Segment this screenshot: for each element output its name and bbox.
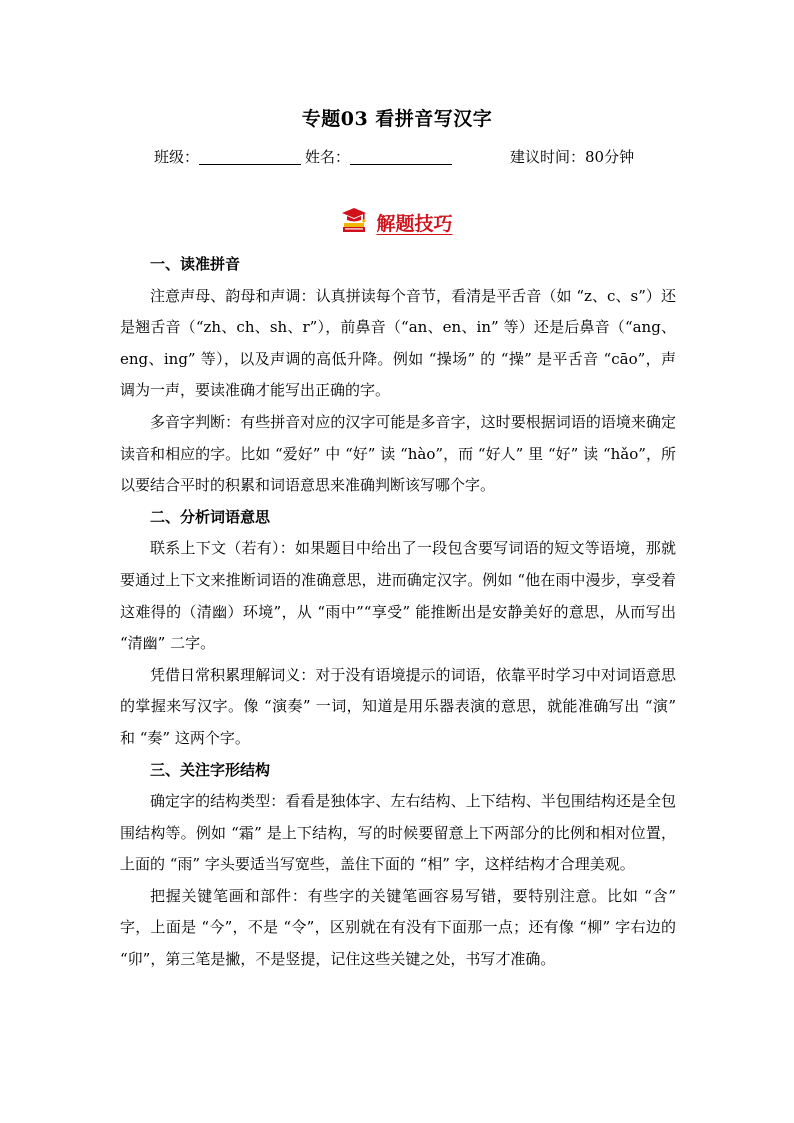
section-heading	[0, 206, 794, 240]
paragraph: 联系上下文（若有）：如果题目中给出了一段包含要写词语的短文等语境，那就要通过上下文来推断词语的准确意思，进而确定汉字。例如 “他在雨中漫步，享受着这难得的（清幽）环境”，从 “雨中”“享受” 能推断出是安静美好的意思，从而写出 “清幽” 二字。	[120, 539, 676, 653]
heading-word-meaning: 二、分析词语意思	[150, 507, 271, 526]
class-label: 班级：	[154, 148, 200, 166]
class-blank[interactable]	[199, 150, 301, 165]
tips-content	[120, 249, 676, 976]
paragraph: 注意声母、韵母和声调：认真拼读每个音节，看清是平舌音（如 “z、c、s”）还是翘舌音（“zh、ch、sh、r”），前鼻音（“an、en、in” 等）还是后鼻音（“ang、eng、ing” 等），以及声调的高低升降。例如 “操场” 的 “操” 是平舌音 “cāo”，声调为一声，要读准确才能写出正确的字。	[120, 286, 676, 400]
name-label: 姓名：	[305, 148, 351, 166]
section-heading-label: 解题技巧	[376, 212, 453, 235]
name-blank[interactable]	[350, 150, 452, 165]
student-info-line	[154, 146, 714, 168]
heading-character-structure: 三、关注字形结构	[150, 760, 271, 779]
paragraph: 确定字的结构类型：看看是独体字、左右结构、上下结构、半包围结构还是全包围结构等。例如 “霜” 是上下结构，写的时候要留意上下两部分的比例和相对位置，上面的 “雨” 字头要适当写宽些，盖住下面的 “相” 字，这样结构才合理美观。	[120, 792, 676, 874]
graduation-cap-book-icon	[341, 206, 367, 238]
class-field	[154, 146, 301, 167]
paragraph: 把握关键笔画和部件：有些字的关键笔画容易写错，要特别注意。比如 “含” 字，上面是 “今”，不是 “令”，区别就在有没有下面那一点；还有像 “柳” 字右边的 “卯”，第三笔是撇，不是竖提，记住这些关键之处，书写才准确。	[120, 886, 676, 969]
paragraph: 多音字判断：有些拼音对应的汉字可能是多音字，这时要根据词语的语境来确定读音和相应的字。比如 “爱好” 中 “好” 读 “hào”，而 “好人” 里 “好” 读 “hǎo”，所以要结合平时的积累和词语意思来准确判断该写哪个字。	[120, 412, 676, 495]
name-field	[305, 146, 452, 167]
heading-read-pinyin: 一、读准拼音	[150, 255, 241, 273]
paragraph: 凭借日常积累理解词义：对于没有语境提示的词语，依靠平时学习中对词语意思的掌握来写汉字。像 “演奏” 一词，知道是用乐器表演的意思，就能准确写出 “演” 和 “奏” 这两个字。	[120, 665, 676, 747]
page-title: 专题03 看拼音写汉字	[301, 108, 493, 130]
suggested-time: 建议时间：80分钟	[510, 148, 635, 166]
